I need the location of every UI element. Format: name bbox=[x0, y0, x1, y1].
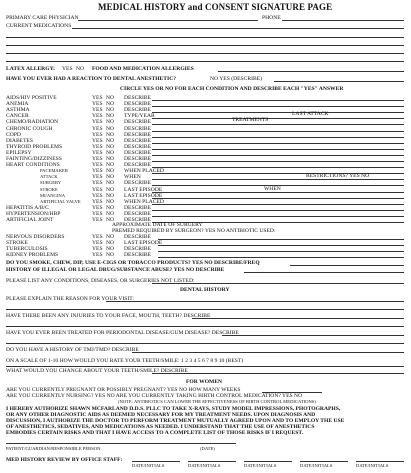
condition-name: EPILEPSY bbox=[6, 149, 32, 156]
last-attack-label: LAST ATTACK bbox=[292, 111, 329, 117]
condition-name: HEART CONDITIONS bbox=[6, 162, 60, 169]
condition-name: KIDNEY PROBLEMS bbox=[6, 252, 59, 259]
condition-yes[interactable]: YES bbox=[92, 240, 103, 247]
condition-name: CHEMO/RADIATION bbox=[6, 119, 59, 126]
condition-describe-label: DESCRIBE bbox=[124, 137, 152, 144]
condition-describe-label: DESCRIBE bbox=[124, 246, 152, 253]
when-label: WHEN bbox=[264, 186, 281, 192]
condition-no[interactable]: NO bbox=[106, 131, 115, 138]
injuries-field-2[interactable] bbox=[6, 326, 404, 327]
condition-row bbox=[0, 193, 411, 199]
condition-row bbox=[0, 101, 411, 107]
pregnant-question: ARE YOU CURRENTLY PREGNANT OR POSSIBLY PREGNANT? YES NO HOW MANY WEEKS bbox=[6, 387, 241, 393]
circle-instructions: CIRCLE YES OR NO FOR EACH CONDITION AND DESCRIBE EACH "YES" ANSWER bbox=[120, 86, 344, 92]
condition-describe-label: DESCRIBE bbox=[124, 252, 152, 259]
condition-row bbox=[0, 240, 411, 246]
other-conditions-label: PLEASE LIST ANY CONDITIONS, DISEASES, OR SURGERIES NOT LISTED: bbox=[6, 278, 195, 284]
condition-name: TUBERCULOSIS bbox=[6, 246, 48, 253]
phone-label: PHONE bbox=[262, 15, 281, 21]
periodontal-field-2[interactable] bbox=[6, 343, 404, 344]
condition-name: FAINTING/DIZZINESS bbox=[6, 156, 62, 162]
condition-yes[interactable]: YES bbox=[92, 162, 103, 169]
condition-name: HEPATITIS A/B/C bbox=[6, 204, 49, 211]
consent-line-3: DISCUSSION, I AUTHORIZE THE DOCTOR TO PERFORM TREATMENT MUTUALLY AGREED UPON AND TO EMPLOY THE USE bbox=[6, 418, 345, 424]
condition-yes[interactable]: YES bbox=[92, 174, 103, 181]
condition-describe-label: LAST EPISODE bbox=[124, 240, 163, 247]
condition-describe-label: WHEN bbox=[124, 174, 141, 181]
condition-row bbox=[0, 150, 411, 156]
condition-no[interactable]: NO bbox=[106, 180, 115, 187]
signature-label: PATIENT/GUARDIAN/RESPONSIBLE PERSON bbox=[6, 446, 101, 451]
condition-name: HYPERTENSION/HBP bbox=[6, 210, 61, 217]
condition-no[interactable]: NO bbox=[106, 143, 115, 150]
condition-no[interactable]: NO bbox=[106, 149, 115, 156]
condition-row bbox=[0, 162, 411, 168]
smile-change-field[interactable] bbox=[152, 373, 404, 374]
medications-field-4[interactable] bbox=[6, 53, 404, 54]
condition-row bbox=[0, 211, 411, 217]
physician-label: PRIMARY CARE PHYSICIAN bbox=[6, 15, 79, 21]
condition-row bbox=[0, 132, 411, 138]
visit-reason-label: PLEASE EXPLAIN THE REASON FOR YOUR VISIT: bbox=[6, 296, 134, 302]
page-title: MEDICAL HISTORY and CONSENT SIGNATURE PAGE bbox=[98, 2, 333, 12]
review-date-initials-label: DATE/INITIALS bbox=[188, 463, 221, 468]
condition-no[interactable]: NO bbox=[106, 125, 115, 132]
condition-yes[interactable]: YES bbox=[92, 217, 103, 223]
condition-name: STROKE bbox=[40, 186, 58, 192]
condition-name: ARTIFICIAL JOINT bbox=[6, 217, 54, 223]
condition-name: NERVOUS DISORDERS bbox=[6, 234, 65, 240]
medications-label: CURRENT MEDICATIONS bbox=[6, 23, 72, 29]
condition-describe-label: LAST EPISODE bbox=[124, 186, 163, 193]
condition-no[interactable]: NO bbox=[106, 210, 115, 217]
condition-yes[interactable]: YES bbox=[92, 143, 103, 150]
condition-name: COPD bbox=[6, 131, 21, 138]
condition-yes[interactable]: YES bbox=[92, 246, 103, 253]
review-field[interactable] bbox=[244, 461, 292, 462]
condition-row bbox=[0, 156, 411, 162]
condition-row bbox=[0, 95, 411, 101]
condition-yes[interactable]: YES bbox=[92, 131, 103, 138]
condition-describe-label: DESCRIBE bbox=[124, 107, 152, 114]
condition-row bbox=[0, 252, 411, 258]
condition-name: MI/ANGINA bbox=[40, 192, 66, 198]
smile-scale[interactable]: ON A SCALE OF 1-10 HOW WOULD YOU RATE YOUR TEETH/SMILE: 1 2 3 4 5 6 7 8 9 10 (BEST) bbox=[6, 358, 244, 364]
condition-row bbox=[0, 138, 411, 144]
condition-yes[interactable]: YES bbox=[92, 149, 103, 156]
consent-line-1: I HEREBY AUTHORIZE SHAWN MCFARLAND D.D.S. PLLC TO TAKE X-RAYS, STUDY MODEL IMPRESSIONS, PHOTOGRAPHS, bbox=[6, 406, 341, 412]
condition-describe-label: DESCRIBE bbox=[124, 131, 152, 138]
consent-line-4: OF ANESTHETICS, SEDATIVES, AND MEDICATIONS AS NEEDED. I UNDERSTAND THAT THE USE OF ANESTHETICS bbox=[6, 424, 315, 430]
condition-yes[interactable]: YES bbox=[92, 198, 103, 205]
reaction-field[interactable] bbox=[274, 81, 404, 82]
condition-row bbox=[0, 199, 411, 205]
condition-name: THYROID PROBLEMS bbox=[6, 143, 63, 150]
food-allergy-field[interactable] bbox=[218, 71, 404, 72]
condition-describe-label: DESCRIBE bbox=[124, 210, 152, 217]
condition-describe-label: WHEN PLACED bbox=[124, 168, 164, 175]
latex-label: LATEX ALLERGY: bbox=[6, 66, 55, 72]
condition-name: ARTIFICIAL VALVE bbox=[40, 198, 81, 204]
condition-name: STROKE bbox=[6, 240, 28, 247]
condition-yes[interactable]: YES bbox=[92, 168, 103, 175]
review-field[interactable] bbox=[188, 461, 236, 462]
condition-describe-label: DESCRIBE bbox=[124, 101, 152, 108]
condition-name: ANEMIA bbox=[6, 101, 29, 108]
consent-line-2: OR ANY OTHER DIAGNOSTIC AIDS AS DEEMED NECESSARY FOR MY TREATMENT NEEDS. UPON DIAGNOSIS AND bbox=[6, 412, 316, 418]
medications-field[interactable] bbox=[72, 28, 404, 29]
condition-name: AIDS/HIV POSITIVE bbox=[6, 95, 57, 101]
condition-describe-label: DESCRIBE bbox=[124, 149, 152, 156]
scale-separator bbox=[6, 366, 404, 367]
condition-no[interactable]: NO bbox=[106, 162, 115, 169]
birth-control-note: (NOTE: ANTIBIOTICS CAN LOWER THE EFFECTIVENESS OF BIRTH CONTROL MEDICATIONS) bbox=[118, 399, 316, 404]
condition-yes[interactable]: YES bbox=[92, 107, 103, 114]
condition-yes[interactable]: YES bbox=[92, 95, 103, 101]
medications-field-5[interactable] bbox=[6, 61, 404, 62]
condition-yes[interactable]: YES bbox=[92, 156, 103, 162]
physician-field[interactable] bbox=[78, 20, 258, 21]
condition-row bbox=[0, 205, 411, 211]
review-date-initials-label: DATE/INITIALS bbox=[132, 463, 165, 468]
periodontal-field[interactable] bbox=[222, 335, 404, 336]
condition-row bbox=[0, 234, 411, 240]
other-conditions-field[interactable] bbox=[152, 283, 404, 284]
periodontal-label: HAVE YOU EVER BEEN TREATED FOR PERIODONTAL DISEASE/GUM DISEASE? DESCRIBE bbox=[6, 330, 239, 336]
condition-row bbox=[0, 180, 411, 186]
condition-name: CANCER bbox=[6, 113, 29, 120]
smile-change-label: WHAT WOULD YOU CHANGE ABOUT YOUR TEETH/SMILE? DESCRIBE bbox=[6, 368, 188, 374]
review-date-initials-label: DATE/INITIALS bbox=[244, 463, 277, 468]
condition-describe-label: DESCRIBE bbox=[124, 162, 152, 169]
condition-no[interactable]: NO bbox=[106, 204, 115, 211]
tmj-field[interactable] bbox=[132, 352, 404, 353]
condition-yes[interactable]: YES bbox=[92, 204, 103, 211]
tmj-label: DO YOU HAVE A HISTORY OF TMJ/TMD? DESCRIBE bbox=[6, 347, 139, 353]
approx-date-label: APPROXIMATE DATE OF SURGERY bbox=[112, 222, 203, 228]
condition-no[interactable]: NO bbox=[106, 234, 115, 240]
condition-yes[interactable]: YES bbox=[92, 113, 103, 120]
condition-no[interactable]: NO bbox=[106, 174, 115, 181]
latex-no[interactable]: NO bbox=[76, 66, 85, 72]
condition-no[interactable]: NO bbox=[106, 107, 115, 114]
latex-yes[interactable]: YES bbox=[62, 66, 73, 72]
condition-yes[interactable]: YES bbox=[92, 252, 103, 259]
condition-describe-label: DESCRIBE bbox=[124, 204, 152, 211]
condition-no[interactable]: NO bbox=[106, 186, 115, 193]
condition-describe-label: WHEN PLACED bbox=[124, 198, 164, 205]
condition-no[interactable]: NO bbox=[106, 217, 115, 223]
condition-describe-label: DESCRIBE bbox=[124, 95, 152, 101]
condition-name: ATTACK bbox=[40, 174, 58, 180]
condition-name: ASTHMA bbox=[6, 107, 30, 114]
condition-no[interactable]: NO bbox=[106, 198, 115, 205]
condition-row bbox=[0, 113, 411, 119]
premed-label: PREMED REQUIRED BY SURGEON? YES NO ANTIBIOTIC USED: bbox=[112, 228, 276, 234]
visit-reason-field[interactable] bbox=[106, 301, 404, 302]
review-date-initials-label: DATE/INITIALS bbox=[300, 463, 333, 468]
condition-yes[interactable]: YES bbox=[92, 125, 103, 132]
injuries-label: HAVE THERE BEEN ANY INJURIES TO YOUR FACE, MOUTH, TEETH? DESCRIBE bbox=[6, 313, 211, 319]
review-field[interactable] bbox=[132, 461, 180, 462]
visit-reason-field-2[interactable] bbox=[6, 309, 404, 310]
condition-describe-label: DESCRIBE bbox=[124, 119, 152, 126]
condition-name: SURGERY bbox=[40, 180, 62, 186]
condition-describe-label: DESCRIBE bbox=[124, 125, 152, 132]
women-header: FOR WOMEN bbox=[186, 379, 223, 385]
consent-line-5: EMBODIES CERTAIN RISKS AND THAT I HAVE ACCESS TO A COMPLETE LIST OF THOSE RISKS IF I REQUEST. bbox=[6, 430, 304, 436]
condition-no[interactable]: NO bbox=[106, 137, 115, 144]
review-field[interactable] bbox=[356, 461, 404, 462]
condition-describe-label: DESCRIBE bbox=[124, 180, 152, 187]
dental-history-header: DENTAL HISTORY bbox=[180, 287, 230, 293]
phone-field[interactable] bbox=[282, 20, 404, 21]
condition-yes[interactable]: YES bbox=[92, 192, 103, 199]
condition-describe-label: DESCRIBE bbox=[124, 234, 152, 240]
condition-describe-label: TYPE/YEAR bbox=[124, 113, 155, 120]
condition-no[interactable]: NO bbox=[106, 168, 115, 175]
condition-yes[interactable]: YES bbox=[92, 210, 103, 217]
condition-no[interactable]: NO bbox=[106, 113, 115, 120]
condition-describe-label: LAST EPISODE bbox=[124, 192, 163, 199]
condition-no[interactable]: NO bbox=[106, 192, 115, 199]
review-label: MED HISTORY REVIEW BY OFFICE STAFF: bbox=[6, 457, 123, 463]
treatments-label: TREATMENTS bbox=[232, 117, 269, 123]
tobacco-field[interactable] bbox=[290, 265, 404, 266]
signature-field[interactable] bbox=[6, 443, 236, 444]
condition-row bbox=[0, 246, 411, 252]
injuries-field[interactable] bbox=[192, 318, 404, 319]
condition-yes[interactable]: YES bbox=[92, 234, 103, 240]
condition-name: DIABETES bbox=[6, 137, 34, 144]
condition-yes[interactable]: YES bbox=[92, 186, 103, 193]
condition-no[interactable]: NO bbox=[106, 119, 115, 126]
condition-describe-label: DESCRIBE bbox=[124, 217, 152, 223]
condition-yes[interactable]: YES bbox=[92, 137, 103, 144]
date-label: (DATE) bbox=[200, 446, 215, 451]
condition-yes[interactable]: YES bbox=[92, 119, 103, 126]
condition-row bbox=[0, 107, 411, 113]
condition-row bbox=[0, 126, 411, 132]
review-field[interactable] bbox=[300, 461, 348, 462]
condition-describe-label: DESCRIBE bbox=[124, 156, 152, 162]
condition-no[interactable]: NO bbox=[106, 95, 115, 101]
condition-no[interactable]: NO bbox=[106, 240, 115, 247]
drug-question: HISTORY OF ILLEGAL OR LEGAL DRUG/SUBSTANCE ABUSE? YES NO DESCRIBE bbox=[6, 267, 225, 273]
condition-row bbox=[0, 187, 411, 193]
condition-name: CHRONIC COUGH bbox=[6, 125, 53, 132]
condition-describe-label: DESCRIBE bbox=[124, 143, 152, 150]
condition-no[interactable]: NO bbox=[106, 252, 115, 259]
food-allergy-label: FOOD AND MEDICATION ALLERGIES bbox=[92, 66, 194, 72]
reaction-options[interactable]: NO YES (DESCRIBE) bbox=[210, 76, 263, 82]
condition-row bbox=[0, 144, 411, 150]
condition-row bbox=[0, 217, 411, 223]
condition-yes[interactable]: YES bbox=[92, 180, 103, 187]
condition-describe-field[interactable] bbox=[158, 257, 404, 258]
condition-name: PACEMAKER bbox=[40, 168, 68, 174]
tobacco-question: DO YOU SMOKE, CHEW, DIP, USE E-CIGS OR TOBACCO PRODUCTS? YES NO DESCRIBE/FREQ bbox=[6, 260, 260, 266]
nursing-question: ARE YOU CURRENTLY NURSING? YES NO ARE YOU CURRENTLY TAKING BIRTH CONTROL MEDICATION? YES NO bbox=[6, 393, 303, 399]
condition-no[interactable]: NO bbox=[106, 246, 115, 253]
condition-yes[interactable]: YES bbox=[92, 101, 103, 108]
condition-row bbox=[0, 119, 411, 125]
medications-field-3[interactable] bbox=[6, 45, 404, 46]
condition-no[interactable]: NO bbox=[106, 156, 115, 162]
medications-field-2[interactable] bbox=[6, 37, 404, 38]
condition-no[interactable]: NO bbox=[106, 101, 115, 108]
drug-field[interactable] bbox=[244, 272, 404, 273]
reaction-question: HAVE YOU EVER HAD A REACTION TO DENTAL ANESTHETIC? bbox=[6, 76, 177, 82]
restrictions-label: RESTRICTIONS? YES NO bbox=[306, 173, 370, 179]
review-date-initials-label: DATE/INITIALS bbox=[356, 463, 389, 468]
